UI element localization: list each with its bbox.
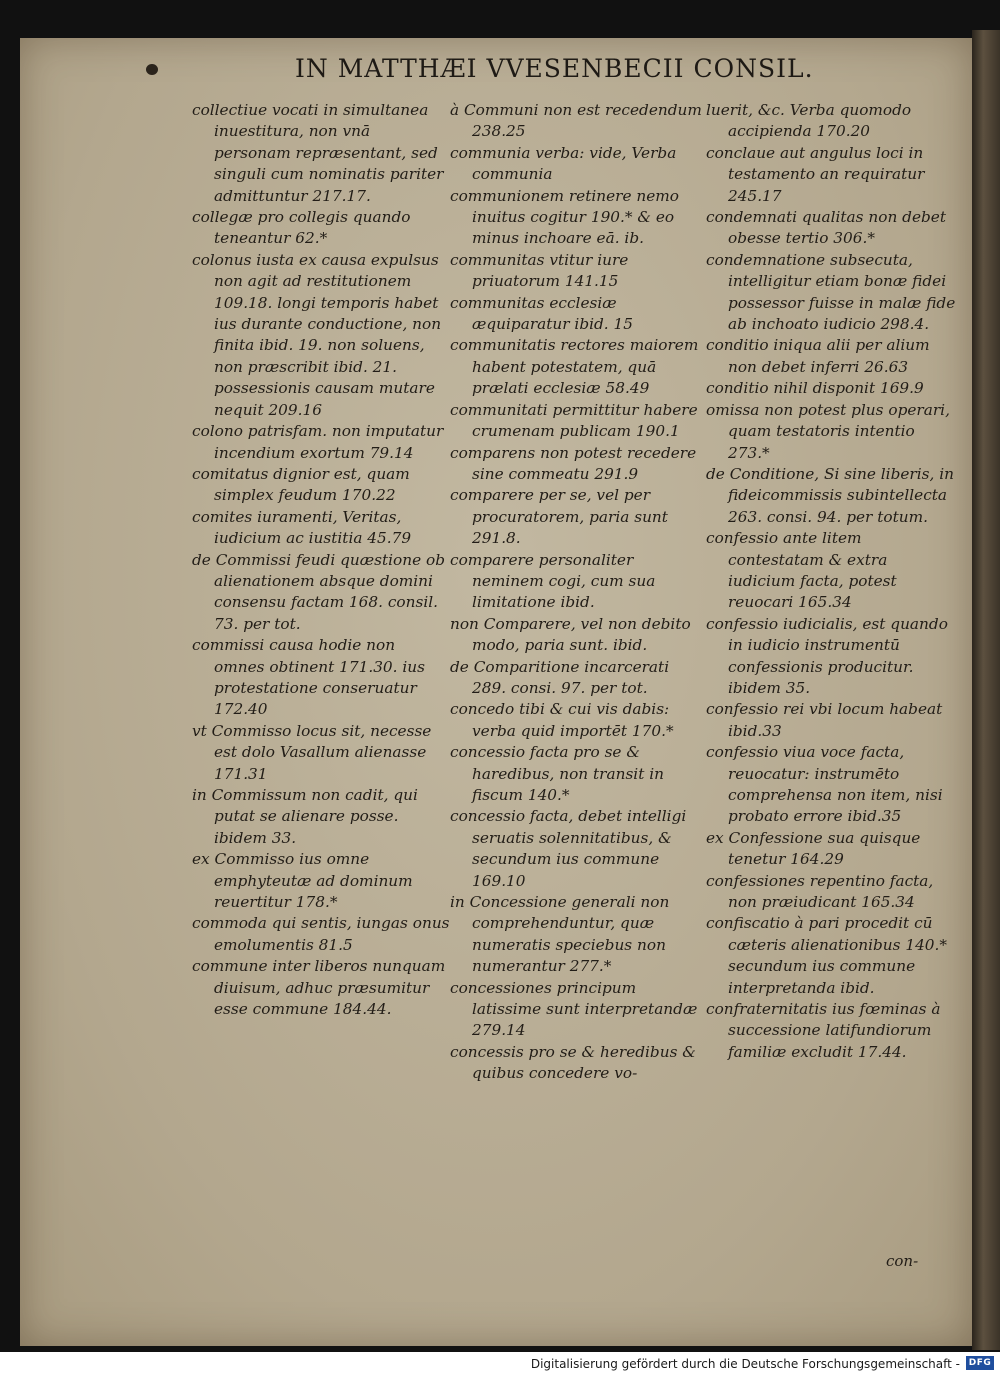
index-entry: in Commissum non cadit, qui putat se alienare posse. ibidem 33. [192,786,418,847]
index-entry: comparere personaliter neminem cogi, cum sua limitatione ibid. [450,550,656,612]
index-entry: confessio ante litem contestatam & extra iudicium facta, potest reuocari 165.34 [706,529,897,612]
index-entry: non Comparere, vel non debito modo, paria sunt. ibid. [450,614,691,655]
index-entry: comites iuramenti, Veritas, iudicium ac iustitia 45.79 [192,507,412,548]
dfg-logo: DFG [966,1356,994,1370]
index-entry: collectiue vocati in simultanea inuestitura, non vnā personam repræsentant, sed singuli cum nominatis pariter admittuntur 217.17. [192,101,444,205]
index-entry: ex Confessione sua quisque tenetur 164.29 [706,828,921,869]
index-entry: commissi causa hodie non omnes obtinent 171.30. ius protestatione conseruatur 172.40 [192,636,425,719]
index-entry: colonus iusta ex causa expulsus non agit ad restitutionem 109.18. longi temporis habet ius durante conductione, non finita ibid. 19. non soluens, non præscribit ibid. 21. possessionis causam mutare nequit 209.16 [192,250,442,419]
index-entry: communitati permittitur habere crumenam publicam 190.1 [450,400,698,441]
index-entry: confessio rei vbi locum habeat ibid.33 [706,700,943,740]
index-entry: communitatis rectores maiorem habent potestatem, quā prælati ecclesiæ 58.49 [450,336,699,398]
index-entry: conclaue aut angulus loci in testamento an requiratur 245.17 [706,143,925,205]
index-entry: comitatus dignior est, quam simplex feudum 170.22 [192,464,410,505]
index-entry: collegæ pro collegis quando teneantur 62.* [192,208,411,248]
index-entry: colono patrisfam. non imputatur incendium exortum 79.14 [192,422,444,462]
index-entry: confessiones repentino facta, non præiudicant 165.34 [706,871,934,912]
index-entry: concessio facta, debet intelligi seruatis solennitatibus, & secundum ius commune 169.10 [450,807,687,890]
catchword: con- [886,1252,919,1270]
index-entry: communitas vtitur iure priuatorum 141.15 [450,250,629,291]
index-entry: à Communi non est recedendum 238.25 [450,101,702,141]
footer-credit: Digitalisierung gefördert durch die Deutsche Forschungsgemeinschaft - [530,1357,960,1371]
index-entry: concessio facta pro se & haredibus, non transit in fiscum 140.* [450,743,664,804]
index-entry: conditio nihil disponit 169.9 [706,379,924,398]
index-entry: condemnatione subsecuta, intelligitur etiam bonæ fidei possessor fuisse in malæ fide ab inchoato iudicio 298.4. [706,250,956,334]
index-entry: communia verba: vide, Verba communia [450,143,677,184]
index-entry: concessiones principum latissime sunt interpretandæ 279.14 [450,978,698,1040]
index-entry: de Comparitione incarcerati 289. consi. 97. per tot. [450,657,670,697]
index-entry: commune inter liberos nunquam diuisum, adhuc præsumitur esse commune 184.44. [192,957,446,1019]
footer-bar [0,1352,1000,1376]
index-entry: luerit, &c. Verba quomodo accipienda 170.20 [706,101,912,141]
index-entry: omissa non potest plus operari, quam testatoris intentio 273.* [706,400,950,462]
index-entry: vt Commisso locus sit, necesse est dolo Vasallum alienasse 171.31 [192,721,432,783]
ink-blot [146,64,158,75]
index-entry: de Conditione, Si sine liberis, in fideicommissis subintellecta 263. consi. 94. per totum. [706,464,954,526]
index-entry: commoda qui sentis, iungas onus emolumentis 81.5 [192,914,450,954]
index-entry: comparens non potest recedere sine commeatu 291.9 [450,443,697,483]
page-edge-shadow [972,30,1000,1350]
index-entry: communionem retinere nemo inuitus cogitur 190.* & eo minus inchoare eā. ib. [450,186,680,248]
running-header: IN MATTHÆI VVESENBECII CONSIL. [295,54,814,83]
index-entry: confessio viua voce facta, reuocatur: instrumēto comprehensa non item, nisi probato errore ibid.35 [706,743,943,826]
index-entry: condemnati qualitas non debet obesse tertio 306.* [706,208,946,248]
index-entry: in Concessione generali non comprehenduntur, quæ numeratis speciebus non numerantur 277.* [450,893,670,976]
index-entry: confiscatio à pari procedit cū cæteris alienationibus 140.* secundum ius commune interpretanda ibid. [706,914,948,997]
index-entry: de Commissi feudi quæstione ob alienationem absque domini consensu factam 168. consil. 73. per tot. [192,550,445,633]
index-column-2 [450,100,706,1085]
index-entry: ex Commisso ius omne emphyteutæ ad dominum reuertitur 178.* [192,850,413,912]
index-entry: confraternitatis ius fœminas à successione latifundiorum familiæ excludit 17.44. [706,1000,941,1061]
index-entry: comparere per se, vel per procuratorem, paria sunt 291.8. [450,486,668,548]
index-column-1 [192,100,450,1020]
index-column-3 [706,100,958,1063]
index-entry: communitas ecclesiæ æquiparatur ibid. 15 [450,293,633,334]
index-entry: confessio iudicialis, est quando in iudicio instrumentū confessionis producitur. ibidem 35. [706,614,948,697]
index-entry: concessis pro se & heredibus & quibus concedere vo- [450,1042,696,1083]
index-entry: concedo tibi & cui vis dabis: verba quid importēt 170.* [450,700,674,740]
index-entry: conditio iniqua alii per alium non debet inferri 26.63 [706,336,930,376]
